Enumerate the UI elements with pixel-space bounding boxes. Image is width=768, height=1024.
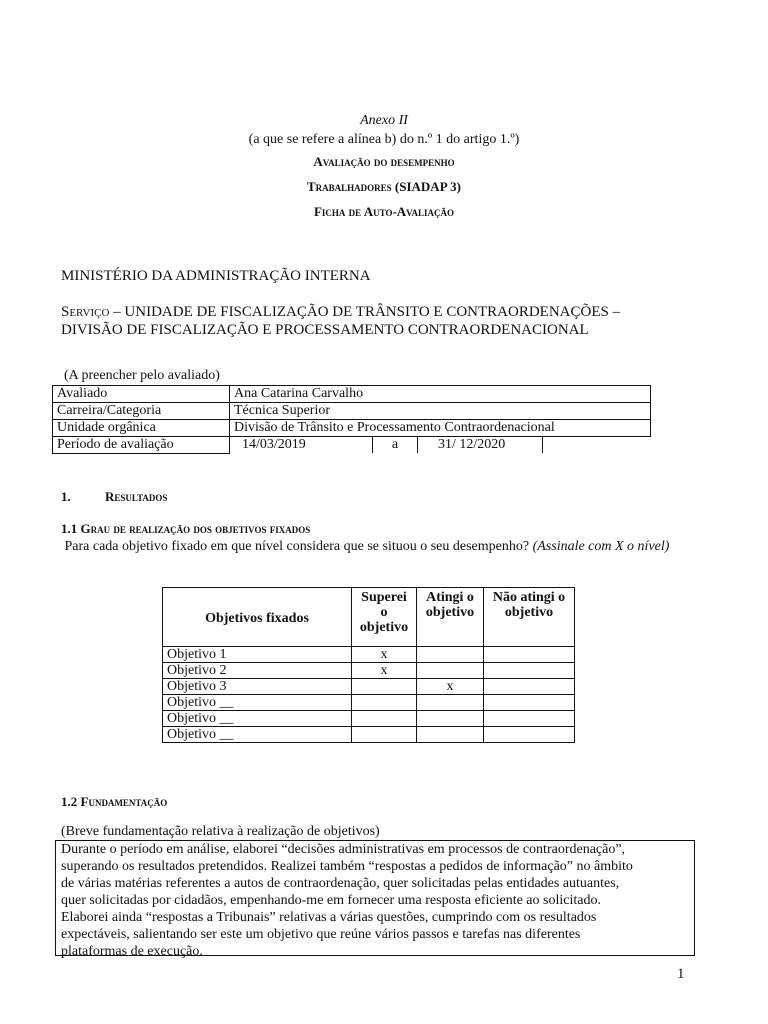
header-not-achieved: Não atingi o objetivo	[484, 588, 575, 647]
period-values	[230, 437, 651, 453]
section-1-heading	[61, 489, 167, 505]
page-number: 1	[677, 966, 685, 982]
service-line-1: – UNIDADE DE FISCALIZAÇÃO DE TRÂNSITO E CONTRAORDENAÇÕES –	[109, 304, 621, 320]
table-row	[163, 727, 575, 743]
mark-achieved	[417, 647, 484, 663]
row-value: Técnica Superior	[230, 403, 651, 420]
identification-table	[52, 385, 651, 454]
mark-achieved	[417, 711, 484, 727]
justification-line: superando os resultados pretendidos. Realizei também “respostas a pedidos de informação” no âmbito	[61, 859, 633, 874]
objective-name: Objetivo __	[163, 711, 352, 727]
section-number: 1.2	[61, 794, 78, 809]
objectives-table	[162, 587, 575, 743]
mark-achieved: x	[417, 679, 484, 695]
mark-not-achieved	[484, 679, 575, 695]
service-line-2: DIVISÃO DE FISCALIZAÇÃO E PROCESSAMENTO CONTRAORDENACIONAL	[61, 322, 589, 338]
table-row	[163, 647, 575, 663]
justification-line: expectáveis, salientando ser este um objetivo que reúne vários passos e tarefas nas diferentes	[61, 927, 581, 942]
table-row	[53, 386, 651, 403]
justification-line: Elaborei ainda “respostas a Tribunais” relativas a várias questões, cumprindo com os resultados	[61, 910, 597, 925]
annex-reference: (a que se refere a alínea b) do n.º 1 do artigo 1.º)	[248, 132, 520, 147]
mark-not-achieved	[484, 711, 575, 727]
mark-exceeded	[352, 727, 417, 743]
mark-exceeded	[352, 711, 417, 727]
table-row	[163, 663, 575, 679]
service-block	[61, 303, 681, 339]
mark-not-achieved	[484, 695, 575, 711]
mark-not-achieved	[484, 663, 575, 679]
header-exceeded: Superei o objetivo	[352, 588, 417, 647]
mark-achieved	[417, 727, 484, 743]
row-value: Ana Catarina Carvalho	[230, 386, 651, 403]
section-title: Grau de realização dos objetivos fixados	[80, 521, 311, 536]
justification-line: de várias matérias referentes a autos de contraordenação, quer solicitadas pelas entidades autuantes,	[61, 876, 620, 891]
table-row	[53, 420, 651, 437]
header-objectives: Objetivos fixados	[163, 588, 352, 647]
period-end: 31/ 12/2020	[417, 436, 543, 453]
fill-note: (A preencher pelo avaliado)	[64, 368, 220, 383]
period-start: 14/03/2019	[230, 437, 373, 453]
justification-note: (Breve fundamentação relativa à realização de objetivos)	[61, 824, 380, 839]
section-1-2-heading	[61, 794, 167, 810]
instruction-text	[61, 538, 701, 555]
header-achieved: Atingi o objetivo	[417, 588, 484, 647]
period-label: Período de avaliação	[53, 437, 230, 454]
mark-exceeded	[352, 679, 417, 695]
mark-exceeded: x	[352, 663, 417, 679]
justification-line: plataformas de execução.	[61, 944, 203, 959]
table-header-row	[163, 588, 575, 647]
mark-not-achieved	[484, 727, 575, 743]
justification-line: Durante o período em análise, elaborei “decisões administrativas em processos de contraordenação”,	[61, 842, 626, 857]
doc-title-2: Trabalhadores (SIADAP 3)	[306, 179, 462, 194]
period-cell	[230, 437, 651, 454]
row-value: Divisão de Trânsito e Processamento Contraordenacional	[230, 420, 651, 437]
justification-box	[55, 840, 695, 959]
section-number: 1.1	[61, 521, 78, 536]
section-number: 1.	[61, 489, 71, 504]
mark-exceeded	[352, 695, 417, 711]
objective-name: Objetivo 2	[163, 663, 352, 679]
row-label: Avaliado	[53, 386, 230, 403]
table-row	[53, 403, 651, 420]
instruction-italic: (Assinale com X o nível)	[532, 539, 670, 554]
instruction: Para cada objetivo fixado em que nível considera que se situou o seu desempenho?	[64, 539, 530, 554]
annex-title: Anexo II	[360, 113, 408, 128]
doc-title-1: Avaliação do desempenho	[313, 154, 455, 169]
objective-name: Objetivo 1	[163, 647, 352, 663]
ministry-name: MINISTÉRIO DA ADMINISTRAÇÃO INTERNA	[61, 268, 371, 284]
justification-line: quer solicitadas por cidadãos, empenhando-me em fornecer uma resposta eficiente ao solicitado.	[61, 893, 601, 908]
table-row	[163, 711, 575, 727]
doc-title-3: Ficha de Auto-Avaliação	[313, 204, 455, 219]
mark-achieved	[417, 663, 484, 679]
section-title: Fundamentação	[80, 794, 168, 809]
objective-name: Objetivo 3	[163, 679, 352, 695]
objective-name: Objetivo __	[163, 695, 352, 711]
period-separator: a	[391, 437, 399, 453]
section-title: Resultados	[105, 489, 168, 504]
row-label: Carreira/Categoria	[53, 403, 230, 420]
mark-exceeded: x	[352, 647, 417, 663]
mark-achieved	[417, 695, 484, 711]
objective-name: Objetivo __	[163, 727, 352, 743]
row-label: Unidade orgânica	[53, 420, 230, 437]
mark-not-achieved	[484, 647, 575, 663]
table-row	[163, 679, 575, 695]
section-1-1-heading	[61, 521, 310, 537]
table-row	[163, 695, 575, 711]
table-row	[53, 437, 651, 454]
service-label: Serviço	[61, 304, 110, 320]
